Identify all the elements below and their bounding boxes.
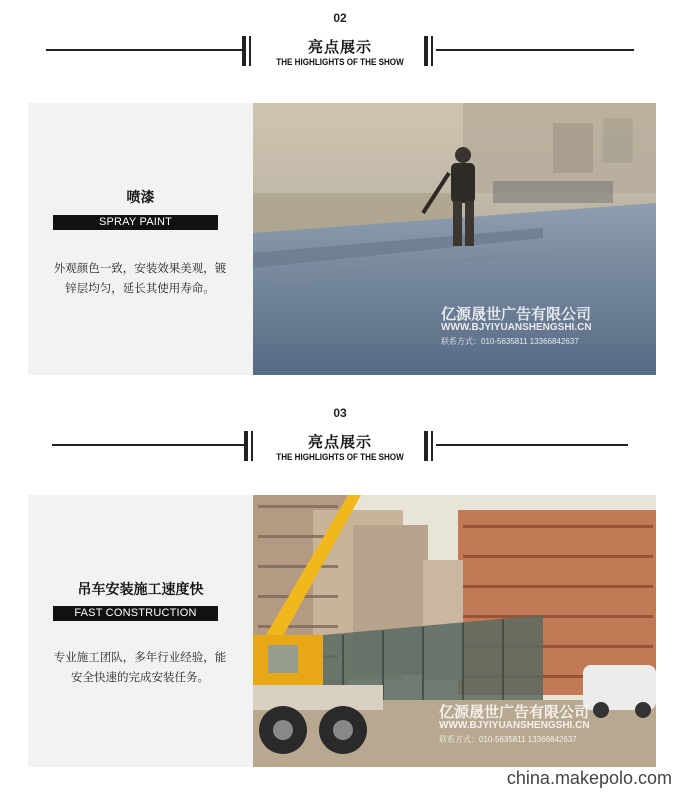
divider-bar-right-thin	[431, 36, 433, 66]
watermark-contact: 联系方式：010-5635811 13366842637	[441, 337, 579, 346]
section-spray-paint	[0, 0, 680, 380]
feature-card	[28, 103, 656, 375]
section-heading-en: THE HIGHLIGHTS OF THE SHOW	[276, 452, 404, 463]
footer-site: china.makepolo.com	[506, 768, 672, 788]
watermark-contact: 联系方式：010-5635811 13366842637	[439, 735, 577, 744]
section-number: 02	[333, 11, 347, 25]
watermark-website: WWW.BJYIYUANSHENGSHI.CN	[441, 322, 592, 333]
watermark-company: 亿源晟世广告有限公司	[441, 306, 592, 323]
feature-text	[28, 495, 253, 767]
feature-description: 外观颜色一致，安装效果美观，镀锌层均匀，延长其使用寿命。	[53, 261, 227, 295]
section-heading: 亮点展示	[307, 38, 372, 56]
feature-title: 喷漆	[126, 190, 155, 206]
divider-right	[436, 49, 634, 51]
section-heading-en: THE HIGHLIGHTS OF THE SHOW	[276, 57, 404, 68]
feature-text	[28, 103, 253, 375]
crane-installation-photo	[253, 495, 656, 767]
spray-paint-image	[253, 103, 656, 375]
feature-description: 专业施工团队，多年行业经验，能安全快速的完成安装任务。	[53, 650, 227, 684]
divider-right	[436, 444, 628, 446]
watermark-website: WWW.BJYIYUANSHENGSHI.CN	[439, 720, 590, 731]
divider-bar-right	[424, 36, 428, 66]
section-heading: 亮点展示	[307, 433, 372, 451]
feature-title-en: FAST CONSTRUCTION	[53, 606, 218, 621]
watermark-company: 亿源晟世广告有限公司	[439, 704, 590, 721]
spray-paint-photo	[253, 103, 656, 375]
section-fast-construction	[0, 395, 680, 785]
feature-title: 吊车安装施工速度快	[77, 582, 204, 598]
feature-title-en: SPRAY PAINT	[53, 215, 218, 230]
feature-card	[28, 495, 656, 767]
divider-bar-right	[424, 431, 428, 461]
divider-bar-right-thin	[431, 431, 433, 461]
section-number: 03	[333, 406, 347, 420]
